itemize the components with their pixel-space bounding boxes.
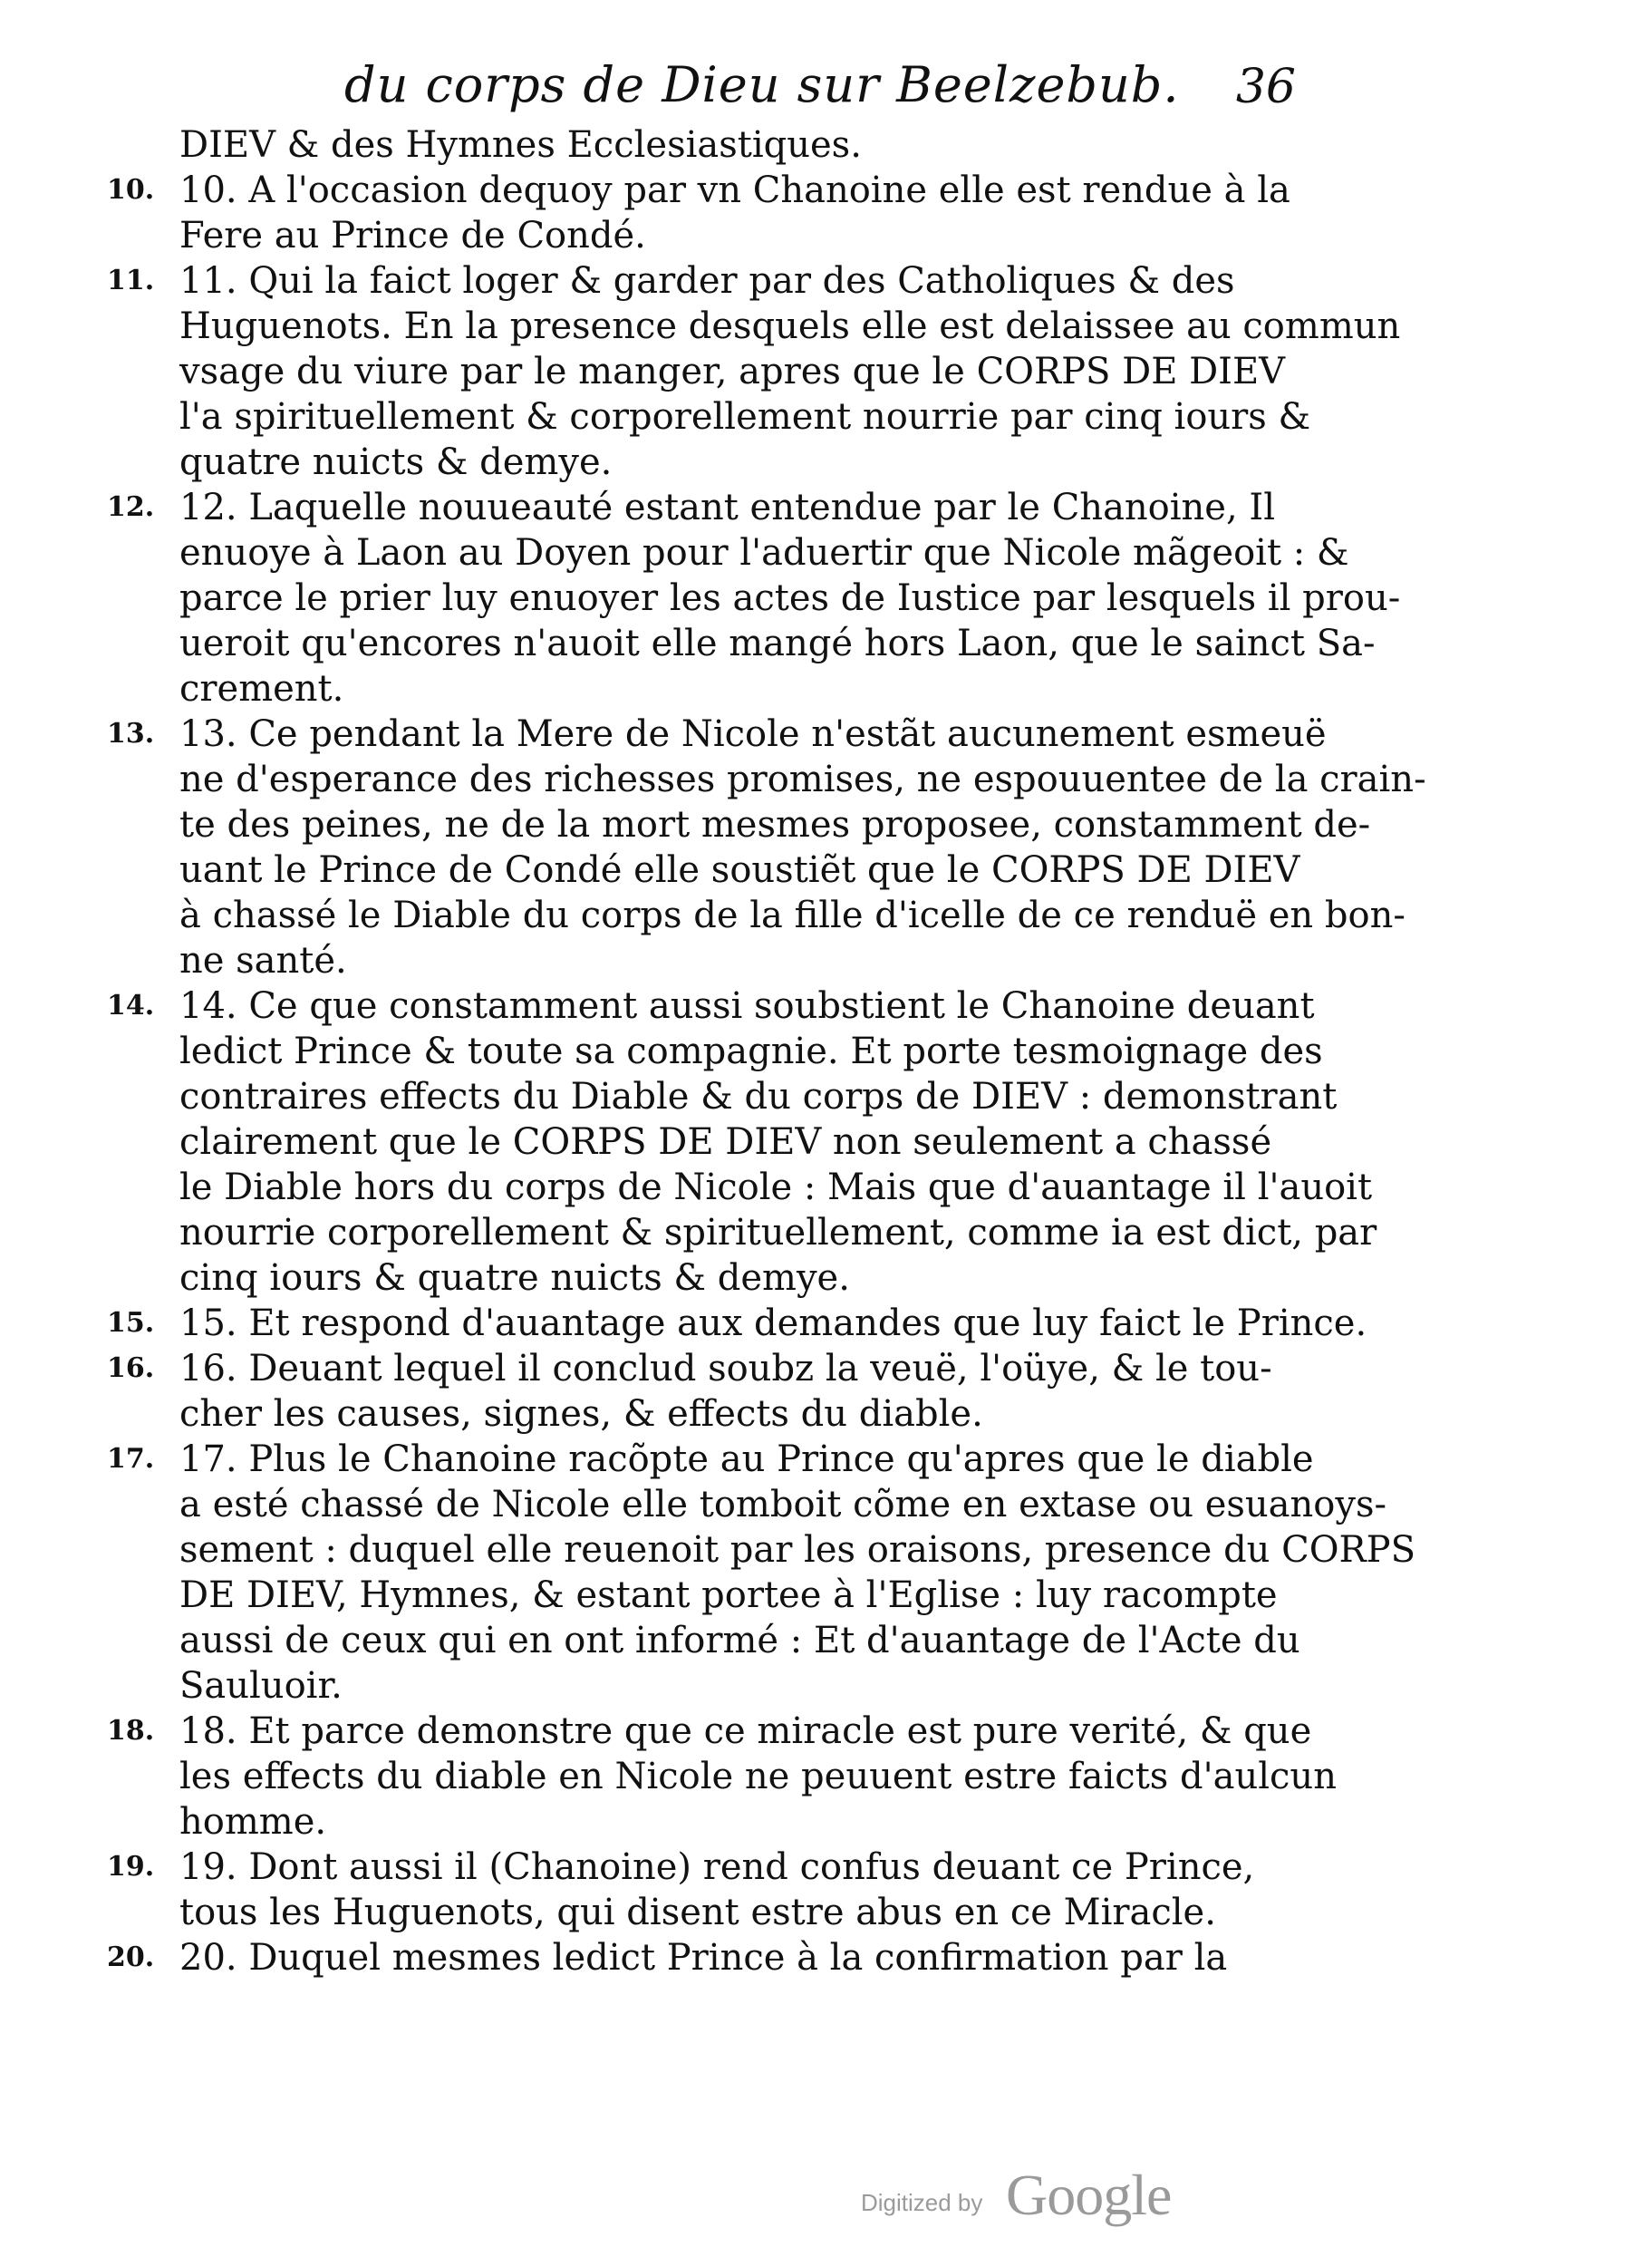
margin-number: 15. [107,1307,155,1339]
margin-number: 18. [107,1715,155,1747]
margin-number: 13. [107,718,155,750]
google-logo: Google [1006,2163,1172,2227]
margin-number: 12. [107,491,155,523]
text-line [107,394,1311,440]
text-line [107,1618,1300,1663]
line-text: clairement que le CORPS DE DIEV non seulement a chassé [179,1121,1272,1163]
digitization-stamp [861,2162,1223,2225]
text-line [107,1074,1338,1119]
margin-number: 20. [107,1942,155,1973]
line-text: 16. Deuant lequel il conclud soubz la veuë, l'oüye, & le tou- [179,1348,1272,1390]
text-line [107,258,1258,304]
body-text [107,122,1426,1980]
line-text: ne santé. [179,940,347,982]
line-text: Fere au Prince de Condé. [179,215,646,257]
text-line [107,304,1401,349]
text-line [107,666,1258,712]
text-line [107,1935,1258,1980]
text-line [107,983,1315,1029]
line-text: 20. Duquel mesmes ledict Prince à la confirmation par la [179,1937,1228,1979]
text-line [107,847,1300,893]
text-line [107,1119,1272,1165]
margin-number: 16. [107,1352,155,1384]
line-text: les effects du diable en Nicole ne peuuent estre faicts d'aulcun [179,1756,1337,1797]
text-line [107,440,1258,485]
line-text: DE DIEV, Hymnes, & estant portee à l'Eglise : luy racompte [179,1574,1278,1616]
line-text: 14. Ce que constamment aussi soubstient le Chanoine deuant [179,985,1315,1027]
line-text: 15. Et respond d'auantage aux demandes que luy faict le Prince. [179,1302,1367,1344]
margin-number: 10. [107,174,155,206]
line-text: a esté chassé de Nicole elle tomboit cõme en extase ou esuanoys- [179,1484,1386,1525]
line-text: ueroit qu'encores n'auoit elle mangé hors Laon, que le sainct Sa- [179,623,1376,664]
line-text: tous les Huguenots, qui disent estre abus en ce Miracle. [179,1892,1216,1933]
line-text: quatre nuicts & demye. [179,441,613,483]
line-text: te des peines, ne de la mort mesmes proposee, constamment de- [179,804,1371,846]
text-line [107,1029,1323,1074]
text-line [107,1527,1415,1573]
line-text: Huguenots. En la presence desquels elle est delaissee au commun [179,305,1401,347]
margin-number: 19. [107,1851,155,1883]
line-text: homme. [179,1801,327,1843]
page-number: 36 [1235,60,1296,114]
text-line [107,485,1276,530]
text-line [107,802,1371,847]
line-text: enuoye à Laon au Doyen pour l'aduertir que Nicole mãgeoit : & [179,532,1349,574]
text-line [107,530,1349,576]
text-line [107,349,1286,394]
digitized-by-label: Digitized by [861,2189,983,2216]
text-line [107,1890,1258,1935]
text-line [107,1437,1314,1482]
text-line [107,122,1258,168]
text-line [107,1346,1272,1391]
line-text: 19. Dont aussi il (Chanoine) rend confus deuant ce Prince, [179,1846,1255,1888]
line-text: nourrie corporellement & spirituellement, comme ia est dict, par [179,1212,1377,1254]
line-text: 17. Plus le Chanoine racõpte au Prince qu'apres que le diable [179,1438,1314,1480]
text-line [107,1709,1312,1754]
line-text: cher les causes, signes, & effects du diable. [179,1393,983,1435]
text-line [107,168,1290,213]
line-text: 11. Qui la faict loger & garder par des Catholiques & des [179,260,1235,302]
line-text: sement : duquel elle reuenoit par les oraisons, presence du CORPS [179,1529,1415,1571]
margin-number: 11. [107,265,155,296]
text-line [107,893,1406,938]
text-line [107,938,1258,983]
line-text: le Diable hors du corps de Nicole : Mais que d'auantage il l'auoit [179,1167,1373,1208]
text-line [107,1663,1258,1709]
line-text: crement. [179,668,344,710]
text-line [107,621,1376,666]
line-text: parce le prier luy enuoyer les actes de Iustice par lesquels il prou- [179,577,1401,619]
running-title: du corps de Dieu sur Beelzebub. [344,56,1180,113]
text-line [107,1165,1373,1210]
text-line [107,1573,1278,1618]
line-text: vsage du viure par le manger, apres que le CORPS DE DIEV [179,351,1286,392]
margin-number: 17. [107,1443,155,1475]
line-text: à chassé le Diable du corps de la fille d'icelle de ce renduë en bon- [179,895,1406,936]
text-line [107,1255,1258,1301]
text-line [107,1754,1337,1799]
margin-number: 14. [107,990,155,1022]
line-text: l'a spirituellement & corporellement nourrie par cinq iours & [179,396,1311,438]
line-text: cinq iours & quatre nuicts & demye. [179,1257,850,1299]
text-line [107,1391,1258,1437]
text-line [107,1845,1258,1890]
line-text: uant le Prince de Condé elle soustiẽt que le CORPS DE DIEV [179,849,1300,891]
line-text: DIEV & des Hymnes Ecclesiastiques. [179,124,862,166]
line-text: 18. Et parce demonstre que ce miracle est pure verité, & que [179,1710,1312,1752]
text-line [107,1799,1258,1845]
text-line [107,1482,1386,1527]
text-line [107,576,1401,621]
line-text: 12. Laquelle nouueauté estant entendue par le Chanoine, Il [179,487,1276,528]
line-text: ledict Prince & toute sa compagnie. Et porte tesmoignage des [179,1031,1323,1072]
line-text: 13. Ce pendant la Mere de Nicole n'estãt aucunement esmeuë [179,713,1327,755]
text-line [107,757,1426,802]
text-line [107,213,1258,258]
line-text: contraires effects du Diable & du corps de DIEV : demonstrant [179,1076,1338,1118]
text-line [107,1301,1367,1346]
line-text: ne d'esperance des richesses promises, ne espouuentee de la crain- [179,759,1426,800]
line-text: aussi de ceux qui en ont informé : Et d'auantage de l'Acte du [179,1620,1300,1661]
text-line [107,1210,1377,1255]
text-line [107,712,1327,757]
line-text: Sauluoir. [179,1665,343,1707]
line-text: 10. A l'occasion dequoy par vn Chanoine elle est rendue à la [179,169,1290,211]
